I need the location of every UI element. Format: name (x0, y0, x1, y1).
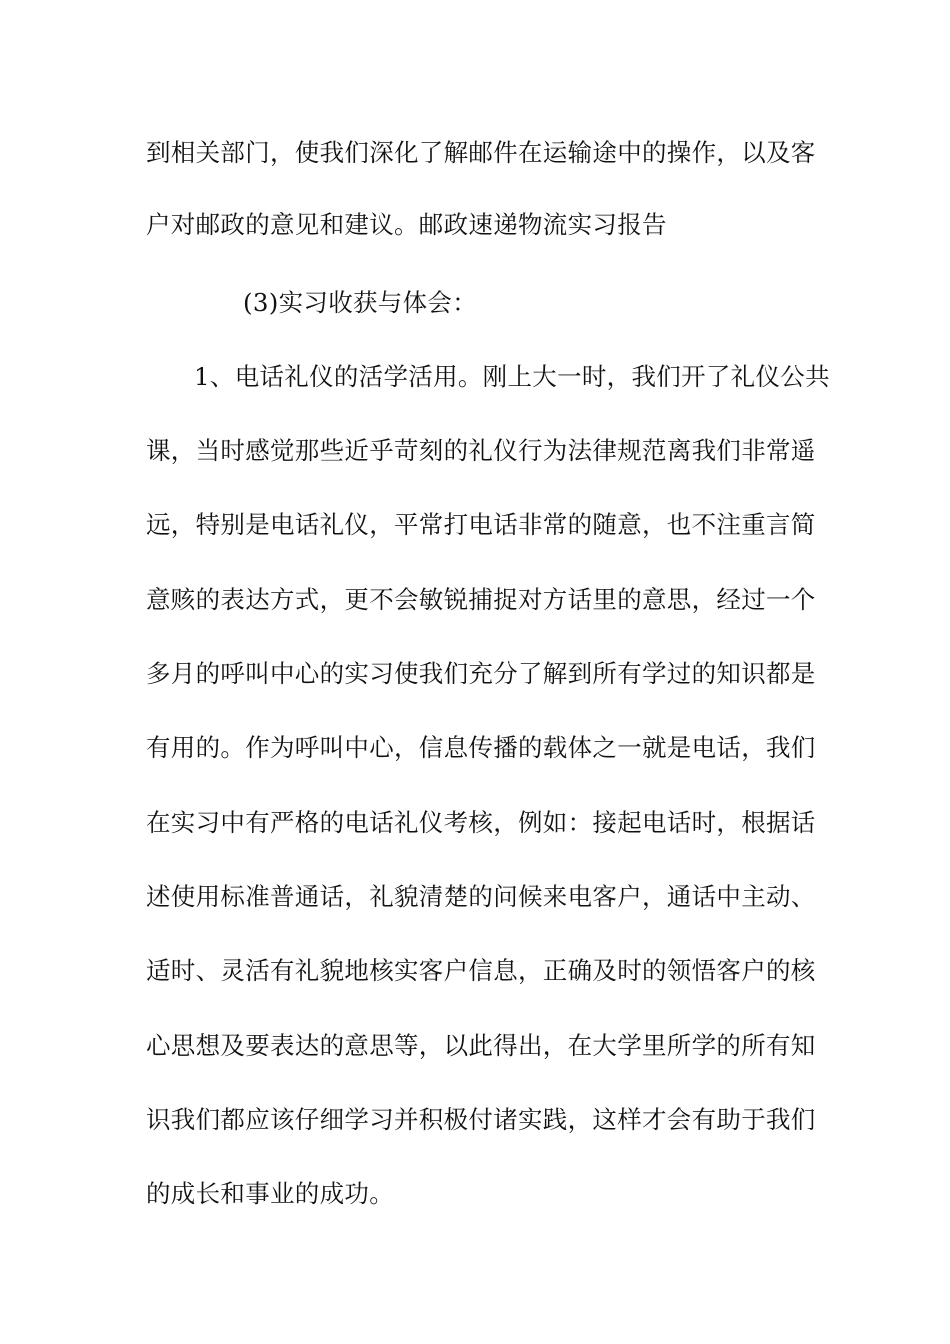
text-line: 在实习中有严格的电话礼仪考核，例如：接起电话时，根据话 (146, 808, 816, 837)
section-heading: (3)实习收获与体会： (243, 288, 478, 317)
text-line: 户对邮政的意见和建议。邮政速递物流实习报告 (146, 210, 667, 239)
text-line: 到相关部门，使我们深化了解邮件在运输途中的操作，以及客 (146, 138, 816, 167)
text-line: 1、电话礼仪的活学活用。刚上大一时，我们开了礼仪公共 (194, 362, 830, 391)
text-line: 意赅的表达方式，更不会敏锐捕捉对方话里的意思，经过一个 (146, 585, 816, 614)
text-line: 述使用标准普通话，礼貌清楚的问候来电客户，通话中主动、 (146, 882, 816, 911)
text-line: 多月的呼叫中心的实习使我们充分了解到所有学过的知识都是 (146, 659, 816, 688)
text-line: 适时、灵活有礼貌地核实客户信息，正确及时的领悟客户的核 (146, 956, 816, 985)
text-line: 远，特别是电话礼仪，平常打电话非常的随意，也不注重言简 (146, 510, 816, 539)
text-line: 心思想及要表达的意思等，以此得出，在大学里所学的所有知 (146, 1031, 816, 1060)
text-line: 的成长和事业的成功。 (146, 1179, 394, 1208)
text-line: 有用的。作为呼叫中心，信息传播的载体之一就是电话，我们 (146, 733, 816, 762)
text-line: 识我们都应该仔细学习并积极付诸实践，这样才会有助于我们 (146, 1105, 816, 1134)
text-line: 课，当时感觉那些近乎苛刻的礼仪行为法律规范离我们非常遥 (146, 436, 816, 465)
